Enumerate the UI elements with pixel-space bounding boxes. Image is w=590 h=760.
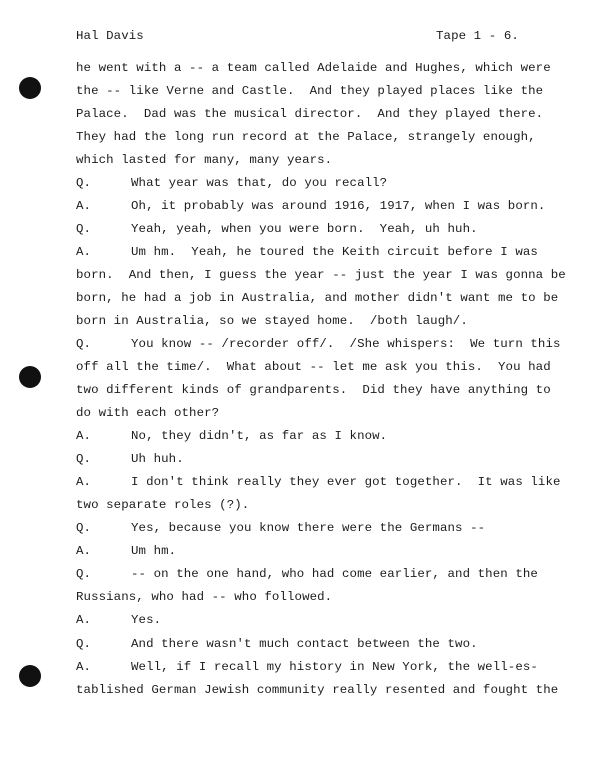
transcript-line: born, he had a job in Australia, and mother didn't want me to be: [76, 291, 559, 305]
header-interviewee-name: Hal Davis: [76, 29, 144, 43]
speaker-label: A.: [76, 429, 92, 443]
transcript-line: Oh, it probably was around 1916, 1917, when I was born.: [131, 199, 546, 213]
speaker-label: A.: [76, 475, 92, 489]
transcript-line: I don't think really they ever got together. It was like: [131, 475, 561, 489]
binder-hole-middle: [19, 366, 41, 388]
transcript-line: -- on the one hand, who had come earlier, and then the: [131, 567, 538, 581]
transcript-line: tablished German Jewish community really resented and fought the: [76, 683, 559, 697]
speaker-label: Q.: [76, 637, 92, 651]
transcript-line: Yes.: [131, 613, 162, 627]
transcript-line: They had the long run record at the Palace, strangely enough,: [76, 130, 536, 144]
transcript-line: two separate roles (?).: [76, 498, 250, 512]
speaker-label: A.: [76, 660, 92, 674]
speaker-label: A.: [76, 613, 92, 627]
speaker-label: A.: [76, 544, 92, 558]
speaker-label: Q.: [76, 222, 92, 236]
speaker-label: Q.: [76, 452, 92, 466]
transcript-line: born in Australia, so we stayed home. /both laugh/.: [76, 314, 468, 328]
transcript-line: Uh huh.: [131, 452, 184, 466]
transcript-line: the -- like Verne and Castle. And they played places like the: [76, 84, 544, 98]
transcript-line: Yeah, yeah, when you were born. Yeah, uh huh.: [131, 222, 478, 236]
speaker-label: Q.: [76, 337, 92, 351]
transcript-line: Russians, who had -- who followed.: [76, 590, 333, 604]
transcript-line: he went with a -- a team called Adelaide and Hughes, which were: [76, 61, 551, 75]
transcript-line: What year was that, do you recall?: [131, 176, 388, 190]
transcript-line: Yes, because you know there were the Germans --: [131, 521, 486, 535]
header-tape-number: Tape 1 - 6.: [436, 29, 519, 43]
speaker-label: A.: [76, 245, 92, 259]
speaker-label: A.: [76, 199, 92, 213]
binder-hole-bottom: [19, 665, 41, 687]
speaker-label: Q.: [76, 521, 92, 535]
transcript-line: which lasted for many, many years.: [76, 153, 333, 167]
speaker-label: Q.: [76, 176, 92, 190]
transcript-line: Um hm. Yeah, he toured the Keith circuit before I was: [131, 245, 538, 259]
transcript-line: off all the time/. What about -- let me ask you this. You had: [76, 360, 551, 374]
transcript-line: do with each other?: [76, 406, 220, 420]
transcript-line: born. And then, I guess the year -- just the year I was gonna be: [76, 268, 566, 282]
transcript-line: Um hm.: [131, 544, 177, 558]
transcript-line: No, they didn't, as far as I know.: [131, 429, 388, 443]
binder-hole-top: [19, 77, 41, 99]
transcript-line: Well, if I recall my history in New York, the well-es-: [131, 660, 538, 674]
transcript-line: You know -- /recorder off/. /She whispers: We turn this: [131, 337, 561, 351]
transcript-line: Palace. Dad was the musical director. And they played there.: [76, 107, 544, 121]
speaker-label: Q.: [76, 567, 92, 581]
transcript-line: two different kinds of grandparents. Did they have anything to: [76, 383, 551, 397]
transcript-line: And there wasn't much contact between the two.: [131, 637, 478, 651]
